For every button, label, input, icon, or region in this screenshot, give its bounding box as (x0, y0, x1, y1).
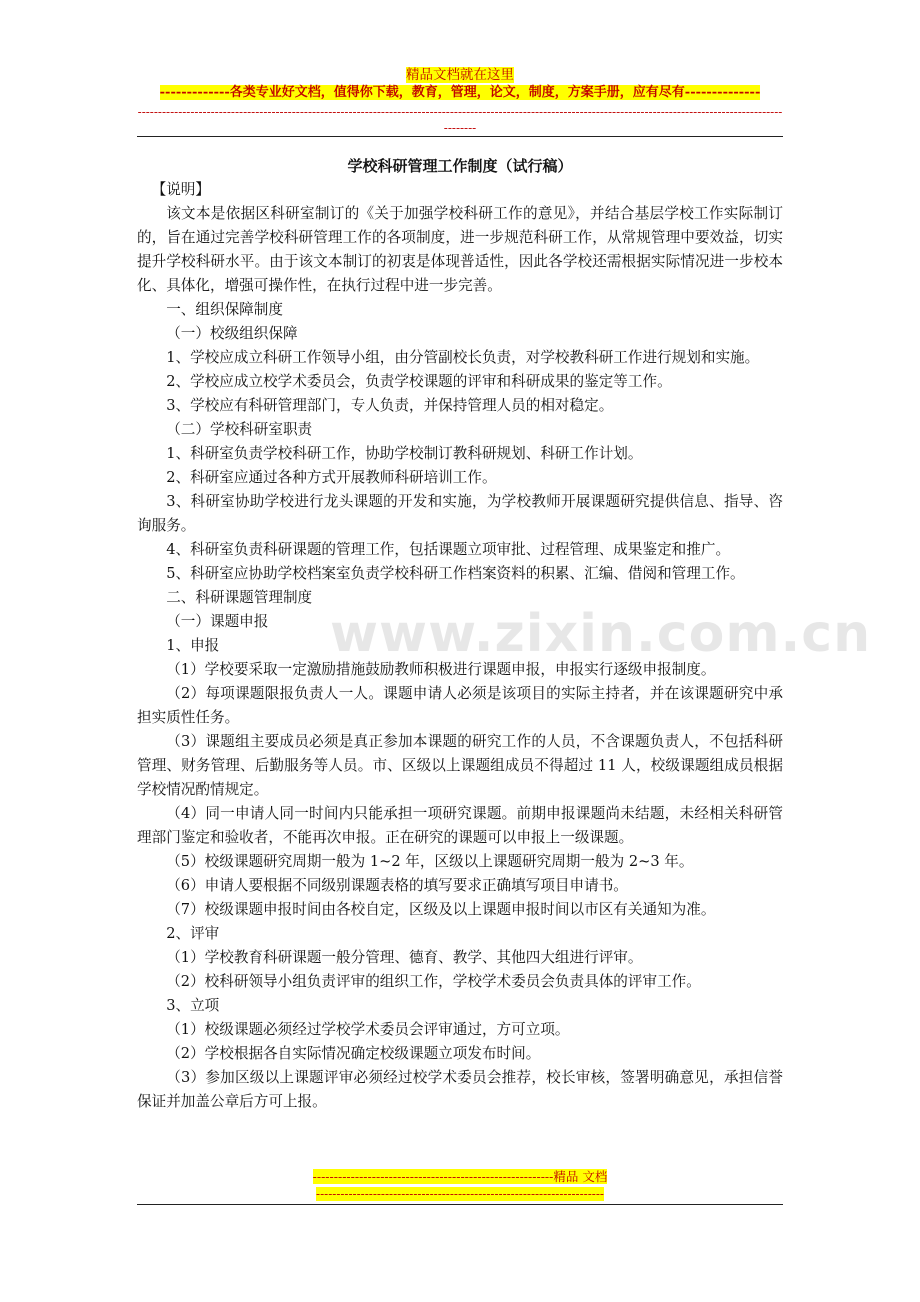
document-body (137, 154, 783, 1114)
header-banner-slogan (0, 84, 920, 102)
paragraph: 3、科研室协助学校进行龙头课题的开发和实施，为学校教师开展课题研究提供信息、指导、咨询服务。 (137, 493, 783, 534)
document-title: 学校科研管理工作制度（试行稿） (347, 157, 573, 175)
paragraph: （2）每项课题限报负责人一人。课题申请人必须是该项目的实际主持者，并在该课题研究中承担实质性任务。 (137, 685, 783, 726)
paragraph: 1、学校应成立科研工作领导小组，由分管副校长负责，对学校教科研工作进行规划和实施。 (166, 349, 760, 366)
header-banner-title-text: 精品文档就在这里 (406, 67, 514, 83)
paragraph: 1、科研室负责学校科研工作，协助学校制订教科研规划、科研工作计划。 (166, 445, 643, 462)
header-dash-line: ----------------------------------------------------------------------------------------------------------------------------------------------------------------------- (137, 105, 783, 135)
item-heading: 2、评审 (166, 925, 220, 942)
subsection-heading: （一）课题申报 (166, 613, 269, 630)
header-banner-slogan-text: -------------各类专业好文档，值得你下载，教育，管理，论文，制度，方案手册，应有尽有-------------- (159, 85, 761, 100)
footer-divider (137, 1204, 783, 1205)
paragraph: 4、科研室负责科研课题的管理工作，包括课题立项审批、过程管理、成果鉴定和推广。 (166, 541, 731, 558)
header-divider (137, 136, 783, 137)
paragraph: （2）校科研领导小组负责评审的组织工作，学校学术委员会负责具体的评审工作。 (166, 973, 701, 990)
footer-banner (0, 1168, 920, 1186)
paragraph: 2、科研室应通过各种方式开展教师科研培训工作。 (166, 469, 497, 486)
subsection-heading: （二）学校科研室职责 (166, 421, 313, 438)
subsection-heading: （一）校级组织保障 (166, 325, 298, 342)
item-heading: 3、立项 (166, 997, 220, 1014)
item-heading: 1、申报 (166, 637, 220, 654)
section-note-heading: 【说明】 (151, 181, 210, 198)
paragraph: （3）参加区级以上课题评审必须经过校学术委员会推荐，校长审核，签署明确意见，承担信誉保证并加盖公章后方可上报。 (137, 1069, 783, 1110)
paragraph: （4）同一申请人同一时间内只能承担一项研究课题。前期申报课题尚未结题，未经相关科研管理部门鉴定和验收者，不能再次申报。正在研究的课题可以申报上一级课题。 (137, 805, 783, 846)
paragraph: （1）校级课题必须经过学校学术委员会评审通过，方可立项。 (166, 1021, 570, 1038)
paragraph: （1）学校教育科研课题一般分管理、德育、教学、其他四大组进行评审。 (166, 949, 643, 966)
footer-dash-line (0, 1186, 920, 1202)
paragraph: 3、学校应有科研管理部门，专人负责，并保持管理人员的相对稳定。 (166, 397, 614, 414)
paragraph: （6）申请人要根据不同级别课题表格的填写要求正确填写项目申请书。 (166, 877, 628, 894)
paragraph: 该文本是依据区科研室制订的《关于加强学校科研工作的意见》，并结合基层学校工作实际制订的，旨在通过完善学校科研管理工作的各项制度，进一步规范科研工作，从常规管理中要效益，切实提升学校科研水平。由于该文本制订的初衷是体现普适性，因此各学校还需根据实际情况进一步校本化、具体化，增强可操作性，在执行过程中进一步完善。 (137, 205, 783, 294)
watermark: www.zixin.com.cn (330, 604, 872, 664)
paragraph: （5）校级课题研究周期一般为 1~2 年，区级以上课题研究周期一般为 2~3 年。 (166, 853, 694, 870)
footer-banner-text: ---------------------------------------------------------精品 文档 (312, 1169, 608, 1184)
paragraph: 5、科研室应协助学校档案室负责学校科研工作档案资料的积累、汇编、借阅和管理工作。 (166, 565, 745, 582)
paragraph: （1）学校要采取一定激励措施鼓励教师积极进行课题申报，申报实行逐级申报制度。 (166, 661, 716, 678)
paragraph: （7）校级课题申报时间由各校自定，区级及以上课题申报时间以市区有关通知为准。 (166, 901, 716, 918)
paragraph: 2、学校应成立校学术委员会，负责学校课题的评审和科研成果的鉴定等工作。 (166, 373, 672, 390)
footer-dash-line-text: ----------------------------------------------------------------------- (316, 1187, 604, 1201)
section-heading: 二、科研课题管理制度 (166, 589, 313, 606)
header-banner-title (0, 66, 920, 84)
paragraph: （3）课题组主要成员必须是真正参加本课题的研究工作的人员，不含课题负责人，不包括科研管理、财务管理、后勤服务等人员。市、区级以上课题组成员不得超过 11 人，校级课题组成员根据学校情况酌情规定。 (137, 733, 783, 798)
section-heading: 一、组织保障制度 (166, 301, 283, 318)
paragraph: （2）学校根据各自实际情况确定校级课题立项发布时间。 (166, 1045, 541, 1062)
